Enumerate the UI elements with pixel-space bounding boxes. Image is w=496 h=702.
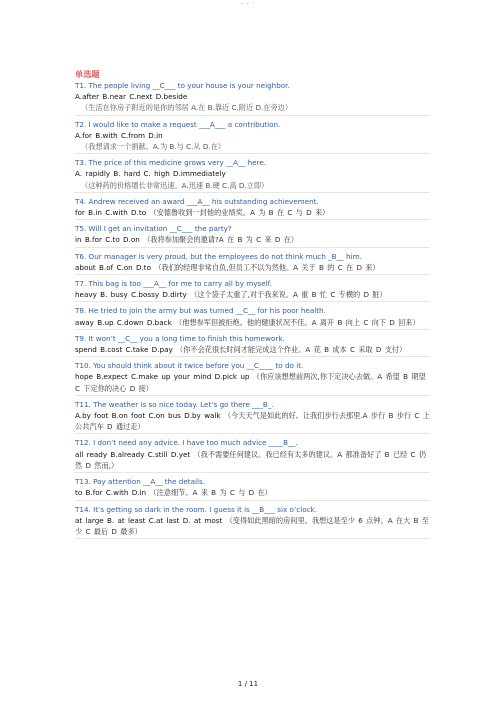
divider [75, 472, 430, 473]
options-text: A. rapidly B. hard C. high D.immediately [75, 169, 226, 179]
question-options [75, 317, 430, 328]
question-options [75, 130, 430, 141]
divider [75, 395, 430, 396]
question-options [75, 91, 430, 102]
options-text: in B.for C.to D.on [75, 235, 140, 245]
question-stem: T7. This bag is too ___A__ for me to carry all by myself. [75, 279, 272, 289]
question-item [75, 504, 430, 540]
question-stem: T14. It’s getting so dark in the room. I guess it is __B___ six o’clock. [75, 504, 317, 514]
question-stem: T2. I would like to make a request ___A___ a contribution. [75, 119, 281, 129]
divider [75, 500, 430, 501]
question-note: （我想请求一个捐献。A.为 B.与 C.从 D.在） [81, 142, 226, 152]
section-title: 单选题 [75, 69, 100, 79]
header-mark: - - · [240, 0, 256, 7]
question-options [75, 234, 430, 245]
question-stem: T6. Our manager is very proud, but the employees do not think much _B__ him. [75, 251, 362, 261]
question-explanation: （我不需要任何建议。我已经有太多的建议。A 都准备好了 B 已经 C 仍然 D 然而,） [75, 449, 427, 470]
question-note: （这种药的价格增长非常迅速。A.迅速 B.硬 C.高 D.立即） [81, 180, 269, 190]
question-explanation: （我们的经理非常自负,但员工不以为然他。A 关于 B 的 C 在 D 来） [151, 262, 380, 272]
question-stem: T13. Pay attention __A__ the details. [75, 477, 206, 487]
question-stem: T4. Andrew received an award ___A__ his outstanding achievement. [75, 196, 319, 206]
options-text: hope B.expect C.make up your mind D.pick up [75, 372, 250, 382]
page-number: 1 / 11 [237, 680, 259, 688]
question-stem: T5. Will I get an invitation __C___ the party? [75, 224, 232, 234]
divider [75, 329, 430, 330]
question-item [75, 360, 430, 396]
options-text: for B.in C.with D.to [75, 208, 147, 218]
question-explanation: （变得如此黑暗的房间里。我想这是至少 6 点钟。A 在大 B 至少 C 最后 D 最多） [75, 515, 429, 536]
question-options [75, 262, 430, 273]
question-explanation: （我将参加聚会的邀请?A 在 B 为 C 来 D 在） [139, 235, 299, 245]
question-item [75, 119, 430, 155]
question-explanation: （这个袋子太重了,对于我来说。A 重 B 忙 C 专横的 D 脏） [186, 290, 387, 300]
question-item [75, 278, 430, 302]
question-explanation: （你应该想想前两次,你下定决心去做。A 希望 B 期望 C 下定你的决心 D 接） [75, 372, 426, 393]
question-item [75, 333, 430, 357]
options-text: away B.up C.down D.back [75, 317, 172, 327]
question-item [75, 399, 430, 435]
question-item [75, 476, 430, 500]
question-options [75, 410, 430, 432]
divider [75, 247, 430, 248]
options-text: heavy B. busy C.bossy D.dirty [75, 290, 187, 300]
divider [75, 274, 430, 275]
options-text: at large B. at least C.at last D. at most [75, 515, 223, 525]
question-options [75, 168, 430, 179]
divider [75, 301, 430, 302]
divider [75, 153, 430, 154]
options-text: spend B.cost C.take D.pay [75, 345, 173, 355]
question-item [75, 80, 430, 116]
question-options [75, 487, 430, 498]
question-stem: T3. The price of this medicine grows very __A__ here. [75, 158, 267, 168]
divider [75, 538, 430, 539]
divider [75, 115, 430, 116]
options-text: A.by foot B.on foot C.on bus D.by walk [75, 411, 221, 421]
question-stem: T10. You should think about it twice before you __C____ to do it. [75, 361, 304, 371]
question-stem: T8. He tried to join the army but was turned __C__ for his poor health. [75, 306, 326, 316]
question-options [75, 289, 430, 300]
question-item [75, 251, 430, 275]
question-options [75, 515, 430, 537]
divider [75, 219, 430, 220]
options-text: about B.of C.on D.to [75, 262, 152, 272]
divider [75, 192, 430, 193]
options-text: A.after B.near C.next D.beside [75, 92, 188, 102]
question-item [75, 223, 430, 247]
question-options [75, 344, 430, 355]
question-explanation: （注意细节。A 来 B 为 C 与 D 在） [146, 488, 272, 498]
question-stem: T12. I don’t need any advice. I have too much advice ____B__. [75, 438, 298, 448]
question-stem: T11. The weather is so nice today. Let’s go there ___B_. [75, 399, 274, 409]
question-explanation: （安德鲁收到一封他的业绩奖。A 为 B 在 C 与 D 来） [146, 208, 330, 218]
question-options [75, 371, 430, 393]
question-item [75, 196, 430, 220]
options-text: A.for B.with C.from D.in [75, 130, 163, 140]
question-list [75, 80, 430, 539]
question-options [75, 207, 430, 218]
question-explanation: （他想参军但被拒绝。他的健康状况不佳。A 离开 B 向上 C 向下 D 回来） [171, 317, 420, 327]
divider [75, 433, 430, 434]
question-options [75, 449, 430, 471]
divider [75, 356, 430, 357]
options-text: to B.for C.with D.in [75, 488, 147, 498]
question-item [75, 157, 430, 193]
question-item [75, 305, 430, 329]
question-explanation: （你不会花很长时间才能完成这个作业。A 花 B 成本 C 采取 D 支付） [172, 345, 407, 355]
question-note: （生活在你房子附近的是你的邻居 A.在 B.靠近 C.附近 D.在旁边） [81, 103, 293, 113]
options-text: all ready B.already C.still D.yet [75, 449, 191, 459]
question-explanation: （今天天气是如此的好。让我们步行去那里.A 步行 B 步行 C 上公共汽车 D 通过走） [75, 411, 430, 432]
question-stem: T9. It won’t __C__ you a long time to finish this homework. [75, 333, 285, 343]
question-item [75, 437, 430, 473]
question-stem: T1. The people living __C___ to your house is your neighbor. [75, 81, 290, 90]
document-body [75, 68, 430, 539]
